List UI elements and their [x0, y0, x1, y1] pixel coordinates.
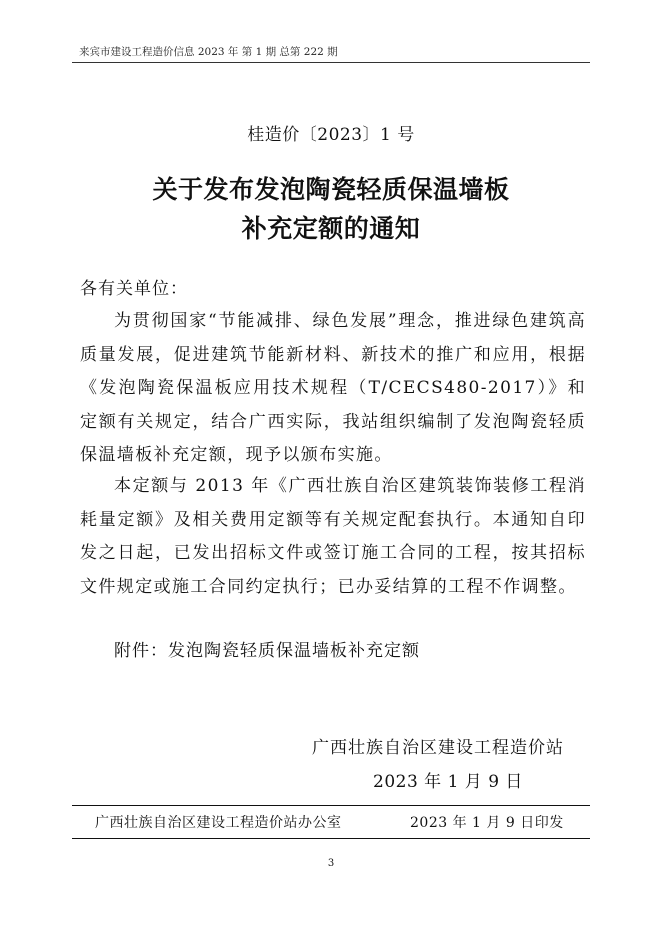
page-number: 3 — [327, 858, 335, 869]
running-header: 来宾市建设工程造价信息 2023 年 第 1 期 总第 222 期 — [79, 46, 338, 58]
body-paragraph-2: 本定额与 2013 年《广西壮族自治区建筑装饰装修工程消耗量定额》及相关费用定额等有关规定配套执行。本通知自印发之日起，已发出招标文件或签订施工合同的工程，按其招标文件规定或施工合同约定执行；已办妥结算的工程不作调整。 — [80, 476, 586, 597]
footer-divider-bottom — [72, 838, 590, 839]
footer-print-date: 2023 年 1 月 9 日印发 — [410, 815, 564, 831]
issuing-organization: 广西壮族自治区建设工程造价站 — [312, 738, 564, 758]
notice-title-line-1: 关于发布发泡陶瓷轻质保温墙板 — [152, 175, 510, 204]
attachment-note: 附件：发泡陶瓷轻质保温墙板补充定额 — [114, 641, 420, 661]
issue-date: 2023 年 1 月 9 日 — [373, 772, 523, 792]
notice-title-line-2: 补充定额的通知 — [241, 214, 421, 243]
footer-office: 广西壮族自治区建设工程造价站办公室 — [95, 815, 342, 831]
salutation: 各有关单位： — [80, 279, 188, 299]
header-divider — [72, 62, 590, 63]
body-paragraph-1: 为贯彻国家“节能减排、绿色发展”理念，推进绿色建筑高质量发展，促进建筑节能新材料、新技术的推广和应用，根据《发泡陶瓷保温板应用技术规程（T/CECS480-2017）》和定额有关规定，结合广西实际，我站组织编制了发泡陶瓷轻质保温墙板补充定额，现予以颁布实施。 — [80, 311, 586, 465]
footer-divider-top — [72, 805, 590, 806]
document-number: 桂造价〔2023〕1 号 — [247, 125, 415, 145]
